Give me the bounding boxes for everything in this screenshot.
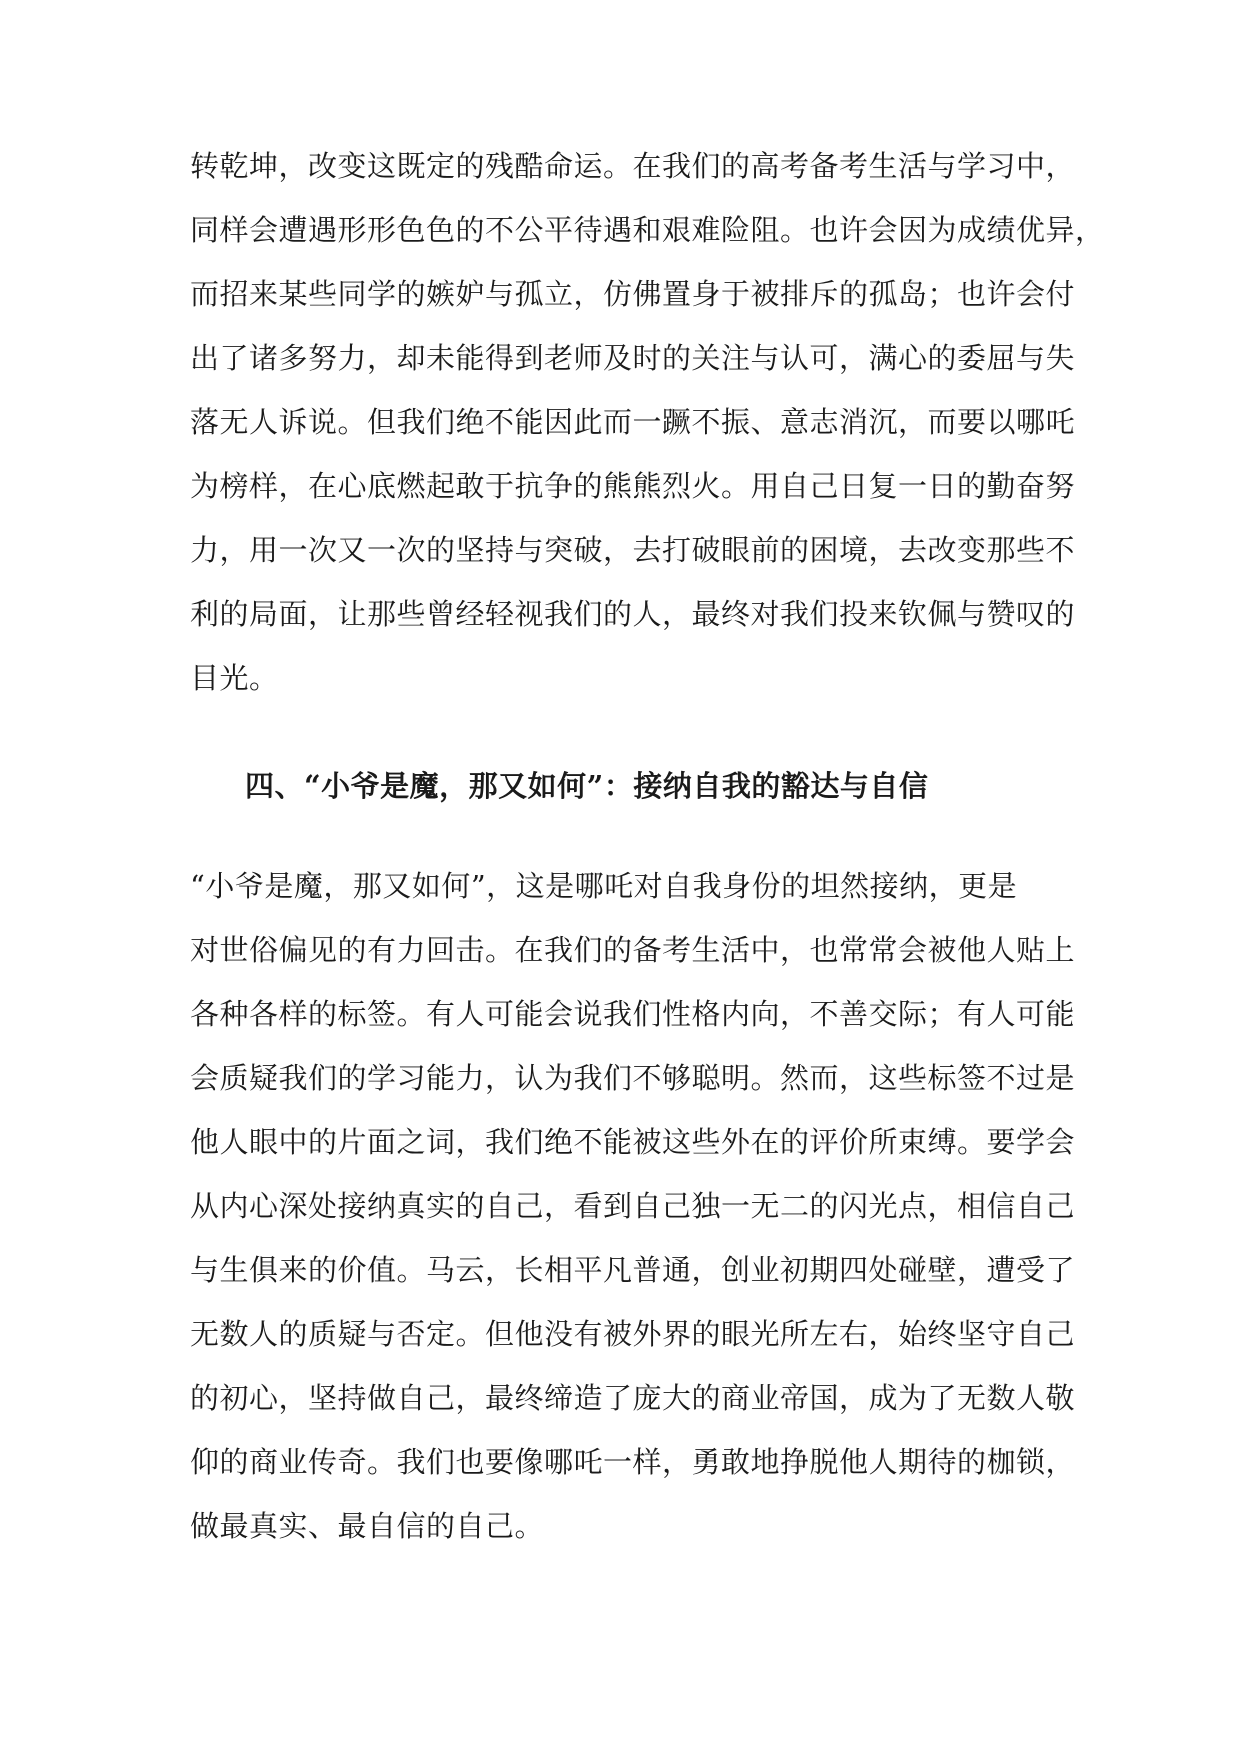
paragraph-line: 同样会遭遇形形色色的不公平待遇和艰难险阻。也许会因为成绩优异， [190,213,1105,247]
paragraph-line: 利的局面，让那些曾经轻视我们的人，最终对我们投来钦佩与赞叹的 [190,597,1076,631]
paragraph-line: 他人眼中的片面之词，我们绝不能被这些外在的评价所束缚。要学会 [190,1125,1076,1159]
paragraph-line: 与生俱来的价值。马云，长相平凡普通，创业初期四处碰壁，遭受了 [190,1253,1076,1287]
paragraph-line: 为榜样，在心底燃起敢于抗争的熊熊烈火。用自己日复一日的勤奋努 [190,469,1076,503]
paragraph-line: 的初心，坚持做自己，最终缔造了庞大的商业帝国，成为了无数人敬 [190,1381,1076,1415]
paragraph-line: 落无人诉说。但我们绝不能因此而一蹶不振、意志消沉，而要以哪吒 [190,405,1076,439]
paragraph-line: 从内心深处接纳真实的自己，看到自己独一无二的闪光点，相信自己 [190,1189,1076,1223]
paragraph-line: 对世俗偏见的有力回击。在我们的备考生活中，也常常会被他人贴上 [190,933,1076,967]
paragraph-line: 仰的商业传奇。我们也要像哪吒一样，勇敢地挣脱他人期待的枷锁， [190,1445,1076,1479]
paragraph-line: “小爷是魔，那又如何”，这是哪吒对自我身份的坦然接纳，更是 [190,869,1018,903]
paragraph-line: 而招来某些同学的嫉妒与孤立，仿佛置身于被排斥的孤岛；也许会付 [190,277,1076,311]
paragraph-line: 各种各样的标签。有人可能会说我们性格内向，不善交际；有人可能 [190,997,1076,1031]
section-heading: 四、“小爷是魔，那又如何”：接纳自我的豁达与自信 [245,769,929,803]
paragraph-line: 目光。 [190,661,279,695]
paragraph-line: 做最真实、最自信的自己。 [190,1509,545,1543]
paragraph-line: 无数人的质疑与否定。但他没有被外界的眼光所左右，始终坚守自己 [190,1317,1076,1351]
paragraph-line: 力，用一次又一次的坚持与突破，去打破眼前的困境，去改变那些不 [190,533,1076,567]
paragraph-line: 会质疑我们的学习能力，认为我们不够聪明。然而，这些标签不过是 [190,1061,1076,1095]
paragraph-line: 出了诸多努力，却未能得到老师及时的关注与认可，满心的委屈与失 [190,341,1076,375]
paragraph-line: 转乾坤，改变这既定的残酷命运。在我们的高考备考生活与学习中， [190,149,1076,183]
